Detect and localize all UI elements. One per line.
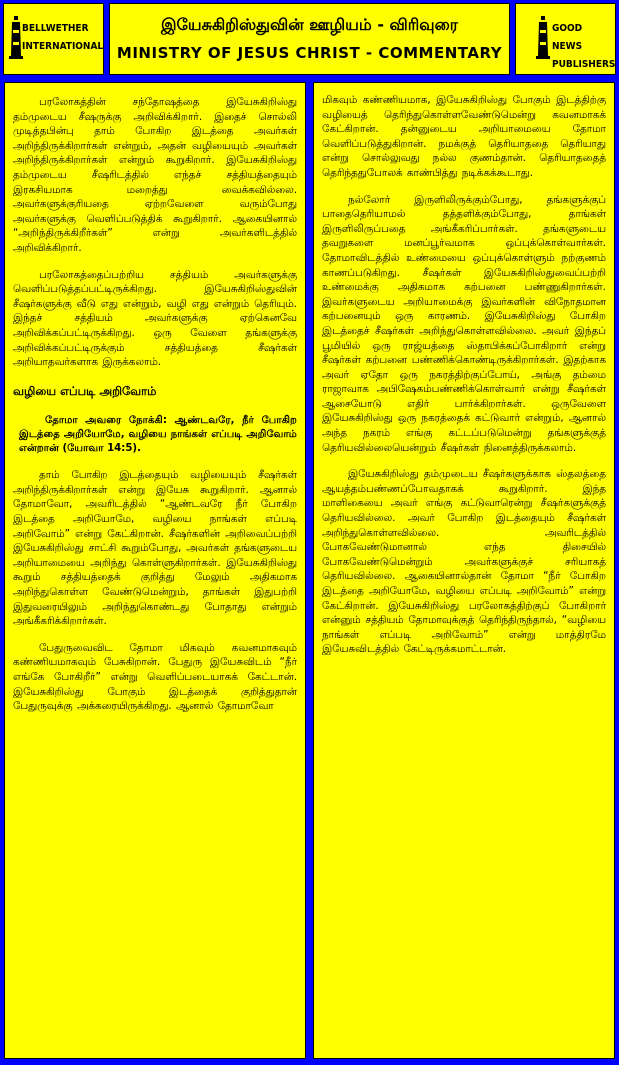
paragraph: தாம் போகிற இடத்தையும் வழியையும் சீஷர்கள் அறிந்திருக்கிறார்கள் என்று இயேசு கூறுகிறார். ஆனால் தோமாவோ, அவரிடத்தில் “ஆண்டவரே நீர் போகிற இடத்தை அறியோமே, வழியை நாங்கள் எப்படி அறிவோம்” என்று கேட்கிறான். சீஷர்களின் அறிவைப்பற்றி இயேசுகிறிஸ்து சாட்சி கூறும்போது, அவர்கள் தங்களுடைய அறியாமையை அறிந்து கொள்ளுகிறார்கள். இயேசுகிறிஸ்து கூறும் சத்தியத்தைக் குறித்து மேலும் அதிகமாக அறிந்துகொள்ள வேண்டுமென்றும், தாங்கள் இதுபற்றி இதுவரையிலும் அறிந்துகொண்டது போதாது என்றும் அங்கீகரிக்கிறார்கள். <box>13 469 297 628</box>
scripture-quote: தோமா அவரை நோக்கி: ஆண்டவரே, நீர் போகிற இடத்தை அறியோமே, வழியை நாங்கள் எப்படி அறிவோம் என்றான் (யோவா 14:5). <box>19 414 297 455</box>
good-news-logo-text: GOOD NEWS PUBLISHERS <box>552 23 616 70</box>
title-box <box>109 3 510 75</box>
paragraph: மிகவும் கண்ணியமாக, இயேசுகிறிஸ்து போகும் இடத்திற்கு வழியைத் தெரிந்துகொள்ளவேண்டுமென்று கவனமாகக் கேட்கிறான். தன்னுடைய அறியாமையை தோமா வெளிப்படுத்துகிறான். நமக்குத் தெரியாததை தெரியாது என்று சொல்லுவது நல்ல குணம்தான். தெரியாததைத் தெரிந்ததுபோலக் காண்பித்து நடிக்கக்கூடாது. <box>322 94 606 179</box>
right-column <box>313 82 615 1059</box>
lighthouse-icon <box>536 16 550 60</box>
paragraph: பரலோகத்தின் சந்தோஷத்தை இயேசுகிறிஸ்து தம்முடைய சீஷருக்கு அறிவிக்கிறார். இதைச் சொல்லி முடித்தபின்பு தாம் போகிற இடத்தை அவர்கள் அறிந்திருக்கிறார்கள் என்றும், அதன் வழியையும் அவர்கள் அறிந்திருக்கிறார்கள் என்றும் கூறுகிறார். இயேசுகிறிஸ்து தம்முடைய சீஷரிடத்தில் எந்தச் சத்தியத்தையும் இரகசியமாக மறைத்து வைக்கவில்லை. அவர்களுக்குரியதை ஏற்றவேளை வரும்போது அவர்களுக்கு வெளிப்படுத்திக் கூறுகிறார். ஆகையினால் “அறிந்திருக்கிறீர்கள்” என்று அவர்களிடத்தில் அறிவிக்கிறார். <box>13 96 297 254</box>
paragraph: இயேசுகிறிஸ்து தம்முடைய சீஷர்களுக்காக ஸ்தலத்தை ஆயத்தம்பண்ணப்போவதாகக் கூறுகிறார். இந்த மாளிகையை அவர் எங்கு கட்டுவாரென்று சீஷர்களுக்குத் தெரியவில்லை. அவர் போகிற இடத்தையும் சீஷர்கள் அறிந்துகொள்ளவில்லை. அவரிடத்தில் போகவேண்டுமானால் எந்த திசையில் போகவேண்டுமென்றும் அவர்களுக்குச் சரியாகத் தெரியவில்லை. ஆகையினால்தான் தோமா “நீர் போகிற இடத்தை அறியோமே, வழியை எப்படி அறிவோம்” என்று கேட்கிறான். இயேசுகிறிஸ்து பரலோகத்திற்குப் போகிறார் என்னும் சத்தியம் தோமாவுக்குத் தெரிந்திருந்தால், “வழியை நாங்கள் எப்படி அறிவோம்” என்று மாத்திரமே இயேசுவிடத்தில் கேட்டிருக்கமாட்டான். <box>322 468 606 656</box>
bellwether-logo-text: BELLWETHER INTERNATIONAL <box>22 23 104 52</box>
bellwether-logo <box>3 3 104 75</box>
left-column <box>4 82 306 1059</box>
good-news-logo <box>515 3 616 75</box>
section-heading: வழியை எப்படி அறிவோம் <box>13 383 157 398</box>
header <box>3 3 616 75</box>
paragraph: பரலோகத்தைப்பற்றிய சத்தியம் அவர்களுக்கு வெளிப்படுத்தப்பட்டிருக்கிறது. இயேசுகிறிஸ்துவின் சீஷர்களுக்கு வீடு எது என்றும், வழி எது என்றும் தெரியும். இந்தச் சத்தியம் அவர்களுக்கு ஏற்கெனவே அறிவிக்கப்பட்டிருக்கிறது. ஒரு வேளை தங்களுக்கு அறிவிக்கப்பட்டிருக்கும் சத்தியத்தை சீஷர்கள் அறியாதவர்களாக இருக்கலாம். <box>13 268 297 369</box>
page-title-tamil: இயேசுகிறிஸ்துவின் ஊழியம் - விரிவுரை <box>160 15 458 34</box>
lighthouse-icon <box>9 16 23 60</box>
paragraph: நல்லோர் இருளிலிருக்கும்போது, தங்களுக்குப் பாதைதெரியாமல் தத்தளிக்கும்போது, தாங்கள் இருளிலிருப்பதை அங்கீகரிப்பார்கள். தங்களுடைய தவறுகளை மனப்பூர்வமாக ஒப்புக்கொள்வார்கள். தோமாவிடத்தில் உண்மையை ஒப்புக்கொள்ளும் நற்குணம் காணப்படுகிறது. சீஷர்கள் இயேசுகிறிஸ்துவைப்பற்றி உண்மைக்கு அதிகமாக கற்பனை பண்ணுகிறார்கள். இவர்களுடைய அறியாமைக்கு இவர்களின் விநோதமான கற்பனையும் ஒரு காரணம். இயேசுகிறிஸ்து போகிற இடத்தைச் சீஷர்கள் அறிந்துகொள்ளவில்லை. அவர் இந்தப் பூமியில் ஒரு ராஜ்யத்தை ஸ்தாபிக்கப்போகிறார் என்று சீஷர்கள் கற்பனை பண்ணிக்கொண்டிருக்கிறார்கள். இதற்காக அவர் ஏதோ ஒரு நகரத்திற்குப்போய், அங்கு தம்மை ராஜாவாக அபிஷேகம்பண்ணிக்கொள்வார் என்று சீஷர்கள் ஆசையோடு எதிர் பார்க்கிறார்கள். ஒருவேளை இயேசுகிறிஸ்து ஒரு நகரத்தைக் கட்டுவார் என்றும், ஆனால் அந்த நகரம் எங்கு கட்டப்படுமென்று தங்களுக்குத் தெரியவில்லையென்றும் சீஷர்கள் நினைத்திருக்கலாம். <box>322 193 606 454</box>
paragraph: பேதுருவைவிட தோமா மிகவும் கவனமாகவும் கண்ணியமாகவும் பேசுகிறான். பேதுரு இயேசுவிடம் “நீர் எங்கே போகிறீர்” என்று வெளிப்படையாகக் கேட்டான். இயேசுகிறிஸ்து போகும் இடத்தைக் குறித்துதான் பேதுருவுக்கு அக்கரையிருக்கிறது. ஆனால் தோமாவோ <box>13 641 297 713</box>
page-title-english: MINISTRY OF JESUS CHRIST - COMMENTARY <box>116 44 503 62</box>
